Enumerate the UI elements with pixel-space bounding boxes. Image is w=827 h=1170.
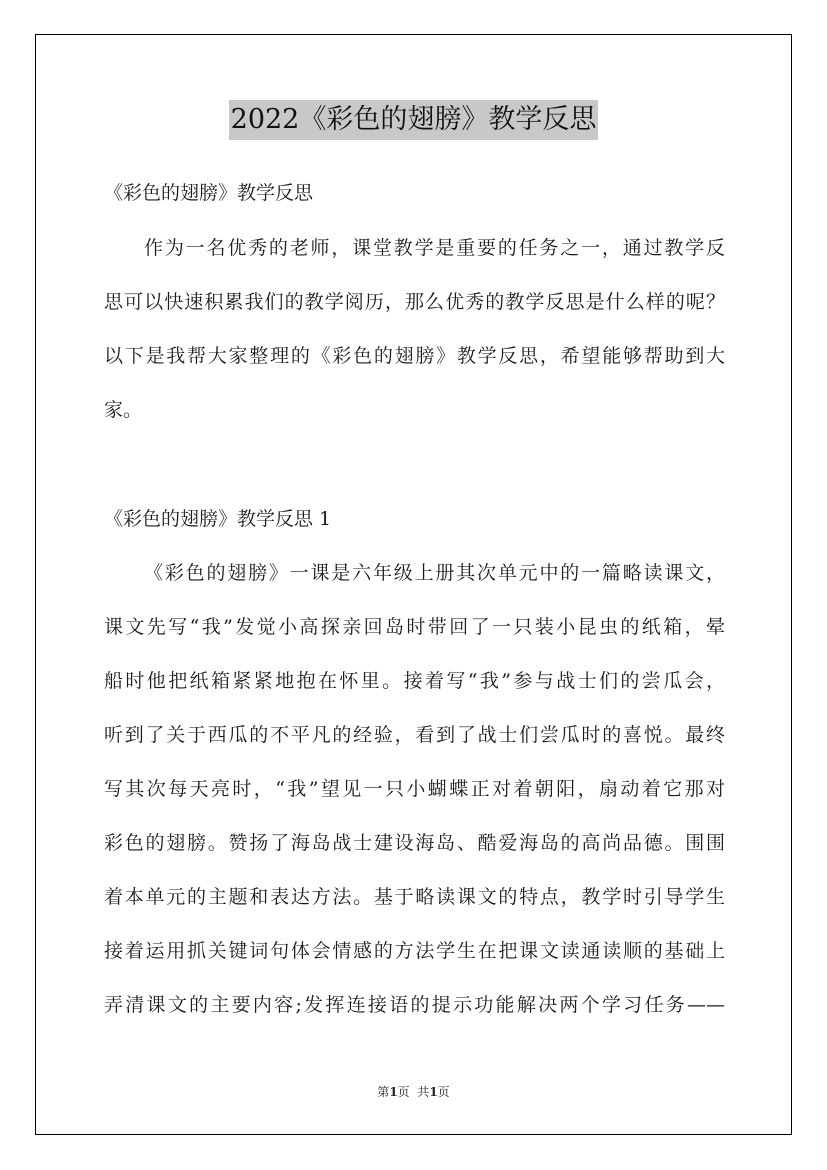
intro-line: 家。 (104, 399, 143, 421)
title-container (0, 100, 827, 140)
body-line: 写其次每天亮时，“我”望见一只小蝴蝶正对着朝阳，扇动着它那对 (104, 778, 725, 800)
body-line: 着本单元的主题和表达方法。基于略读课文的特点，教学时引导学生 (104, 886, 725, 908)
document-subtitle: 《彩色的翅膀》教学反思 (104, 182, 314, 204)
body-line: 弄清课文的主要内容;发挥连接语的提示功能解决两个学习任务—— (104, 994, 725, 1016)
page-footer (0, 1084, 827, 1100)
page-prefix: 第 (377, 1085, 390, 1099)
page-suffix: 页 (437, 1085, 450, 1099)
section-heading: 《彩色的翅膀》教学反思 1 (104, 508, 332, 530)
intro-line: 以下是我帮大家整理的《彩色的翅膀》教学反思，希望能够帮助到大 (104, 345, 725, 367)
page-total: 1 (429, 1085, 438, 1099)
body-line: 《彩色的翅膀》一课是六年级上册其次单元中的一篇略读课文， (144, 562, 725, 584)
body-line: 彩色的翅膀。赞扬了海岛战士建设海岛、酷爱海岛的高尚品德。围围 (104, 832, 725, 854)
page-number: 1 (389, 1085, 398, 1099)
body-line: 听到了关于西瓜的不平凡的经验，看到了战士们尝瓜时的喜悦。最终 (104, 724, 725, 746)
intro-line: 思可以快速积累我们的教学阅历，那么优秀的教学反思是什么样的呢？ (104, 291, 725, 313)
body-line: 船时他把纸箱紧紧地抱在怀里。接着写“我”参与战士们的尝瓜会， (104, 670, 725, 692)
document-title: 2022《彩色的翅膀》教学反思 (229, 100, 599, 140)
body-line: 接着运用抓关键词句体会情感的方法学生在把课文读通读顺的基础上 (104, 940, 725, 962)
page-mid: 页 共 (397, 1085, 430, 1099)
body-line: 课文先写“我”发觉小高探亲回岛时带回了一只装小昆虫的纸箱，晕 (104, 616, 725, 638)
intro-line: 作为一名优秀的老师，课堂教学是重要的任务之一，通过教学反 (144, 237, 725, 259)
